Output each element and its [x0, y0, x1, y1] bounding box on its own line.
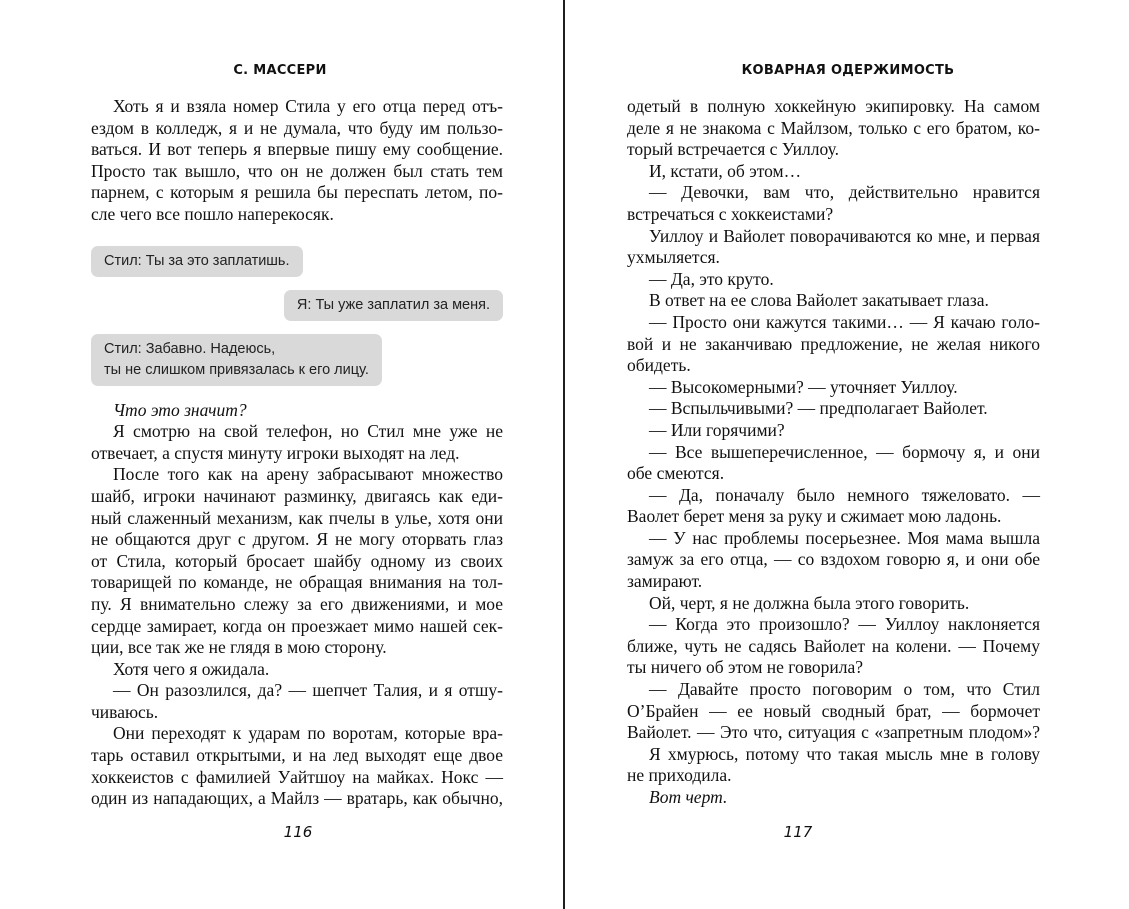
text-line: ты ничего об этом не говорила?	[627, 657, 864, 678]
text-line: не приходила.	[627, 765, 732, 786]
text-line: Ой, черт, я не должна была этого говорить.	[649, 592, 970, 613]
text-line: чиваюсь.	[91, 701, 159, 722]
running-head-title: КОВАРНАЯ ОДЕРЖИМОСТЬ	[741, 63, 955, 78]
text-line: парнем, с которым я решила бы переспать летом, по-	[91, 182, 503, 203]
page-number: 116	[283, 823, 313, 841]
text-line: товарищей по команде, не обращая внимания на тол-	[91, 572, 503, 593]
text-line: хоккеистов с фамилией Уайтшоу на майках. Нокс —	[91, 766, 503, 787]
text-line: — Давайте просто поговорим о том, что Стил	[649, 679, 1040, 700]
text-line: Уиллоу и Вайолет поворачиваются ко мне, и первая	[649, 225, 1040, 246]
text-line: И, кстати, об этом…	[649, 160, 802, 181]
text-line: Хотя чего я ожидала.	[113, 658, 270, 679]
message-bubble-outgoing	[284, 290, 503, 321]
text-line: обе смеются.	[627, 463, 725, 484]
message-text: ты не слишком привязалась к его лицу.	[104, 361, 369, 378]
text-line: шайб, игроки начинают разминку, двигаясь как еди-	[91, 485, 503, 506]
text-line: пу. Я внимательно слежу за его движениями, и мое	[91, 593, 503, 614]
text-line: сердце замирает, когда он проезжает мимо нашей сек-	[91, 615, 503, 636]
text-line: Просто так вышло, что он не должен был стать тем	[91, 160, 503, 181]
text-line: — Просто они кажутся такими… — Я качаю голо-	[649, 311, 1040, 332]
text-line: ближе, чуть не садясь Вайолет на колени. — Почему	[627, 635, 1040, 656]
text-line: не общаются друг с другом. Я не могу оторвать глаз	[91, 529, 503, 550]
message-row	[91, 246, 503, 277]
message-row	[91, 290, 503, 321]
message-row	[91, 334, 503, 386]
text-line: Вайолет. — Это что, ситуация с «запретным плодом»?	[627, 722, 1040, 743]
text-line: — Все вышеперечисленное, — бормочу я, и они	[649, 441, 1040, 462]
text-line: одетый в полную хоккейную экипировку. На самом	[627, 96, 1040, 116]
text-line: Что это значит?	[113, 399, 247, 420]
text-line: вой и не заканчиваю предложение, не желая никого	[627, 333, 1040, 354]
text-line: отвечает, а спустя минуту игроки выходят на лед.	[91, 442, 460, 463]
right-page	[568, 0, 1128, 909]
text-line: сле чего все пошло наперекосяк.	[91, 203, 334, 224]
text-line: Ваолет берет меня за руку и сжимает мою ладонь.	[627, 506, 1002, 527]
text-line: ции, все так же не глядя в мою сторону.	[91, 637, 387, 658]
text-line: В ответ на ее слова Вайолет закатывает глаза.	[649, 290, 989, 311]
running-head-author: С. МАССЕРИ	[233, 63, 327, 78]
text-line: Хоть я и взяла номер Стила у его отца перед отъ-	[113, 96, 503, 116]
right-page-body	[627, 96, 1040, 809]
text-line: — Девочки, вам что, действительно нравится	[649, 182, 1040, 203]
text-line: ездом в колледж, я и не думала, что буду им пользо-	[91, 117, 503, 138]
message-text: Стил: Забавно. Надеюсь,	[104, 340, 276, 357]
message-text: Стил: Ты за это заплатишь.	[104, 252, 290, 269]
text-line: тарь оставил открытыми, и на лед выходят еще двое	[91, 745, 503, 766]
text-line: обидеть.	[627, 355, 691, 376]
text-line: торый встречается с Уиллоу.	[627, 139, 839, 160]
text-line: — У нас проблемы посерьезнее. Моя мама вышла	[649, 527, 1040, 548]
left-page-body	[91, 96, 503, 810]
page-number: 117	[783, 823, 813, 841]
page-gutter	[563, 0, 565, 909]
text-line: замирают.	[627, 571, 703, 592]
text-line: встречаться с хоккеистами?	[627, 203, 834, 224]
text-line: Они переходят к ударам по воротам, которые вра-	[113, 723, 503, 744]
text-line: Я хмурюсь, потому что такая мысль мне в голову	[649, 743, 1040, 764]
left-page	[0, 0, 560, 909]
text-line: деле я не знакома с Майлзом, только с его братом, ко-	[627, 117, 1040, 138]
text-line: один из нападающих, а Майлз — вратарь, как обычно,	[91, 788, 503, 809]
message-bubble-incoming	[91, 246, 303, 277]
text-line: от Стила, который бросает шайбу одному из своих	[91, 550, 503, 571]
message-text: Я: Ты уже заплатил за меня.	[296, 296, 490, 313]
text-line: — Да, поначалу было немного тяжеловато. —	[649, 484, 1040, 505]
text-line: О’Брайен — ее новый сводный брат, — бормочет	[627, 700, 1040, 721]
text-line: После того как на арену забрасывают множество	[113, 464, 503, 485]
text-line: — Или горячими?	[649, 419, 785, 440]
text-line: — Вспыльчивыми? — предполагает Вайолет.	[649, 398, 988, 419]
text-line: ный слаженный механизм, как пчелы в улье, хотя они	[91, 507, 503, 528]
text-line: Я смотрю на свой телефон, но Стил мне уже не	[113, 421, 503, 442]
message-bubble-incoming	[91, 334, 382, 386]
text-line: Вот черт.	[649, 787, 728, 807]
text-line: — Да, это круто.	[649, 268, 774, 289]
text-line: — Он разозлился, да? — шепчет Талия, и я отшу-	[113, 680, 503, 701]
text-line: — Высокомерными? — уточняет Уиллоу.	[649, 376, 958, 397]
text-line: замуж за его отца, — со вздохом говорю я, и они обе	[627, 549, 1040, 570]
text-line: ваться. И вот теперь я впервые пишу ему сообщение.	[91, 139, 503, 160]
text-line: — Когда это произошло? — Уиллоу наклоняется	[649, 614, 1040, 635]
text-line: ухмыляется.	[627, 247, 720, 268]
